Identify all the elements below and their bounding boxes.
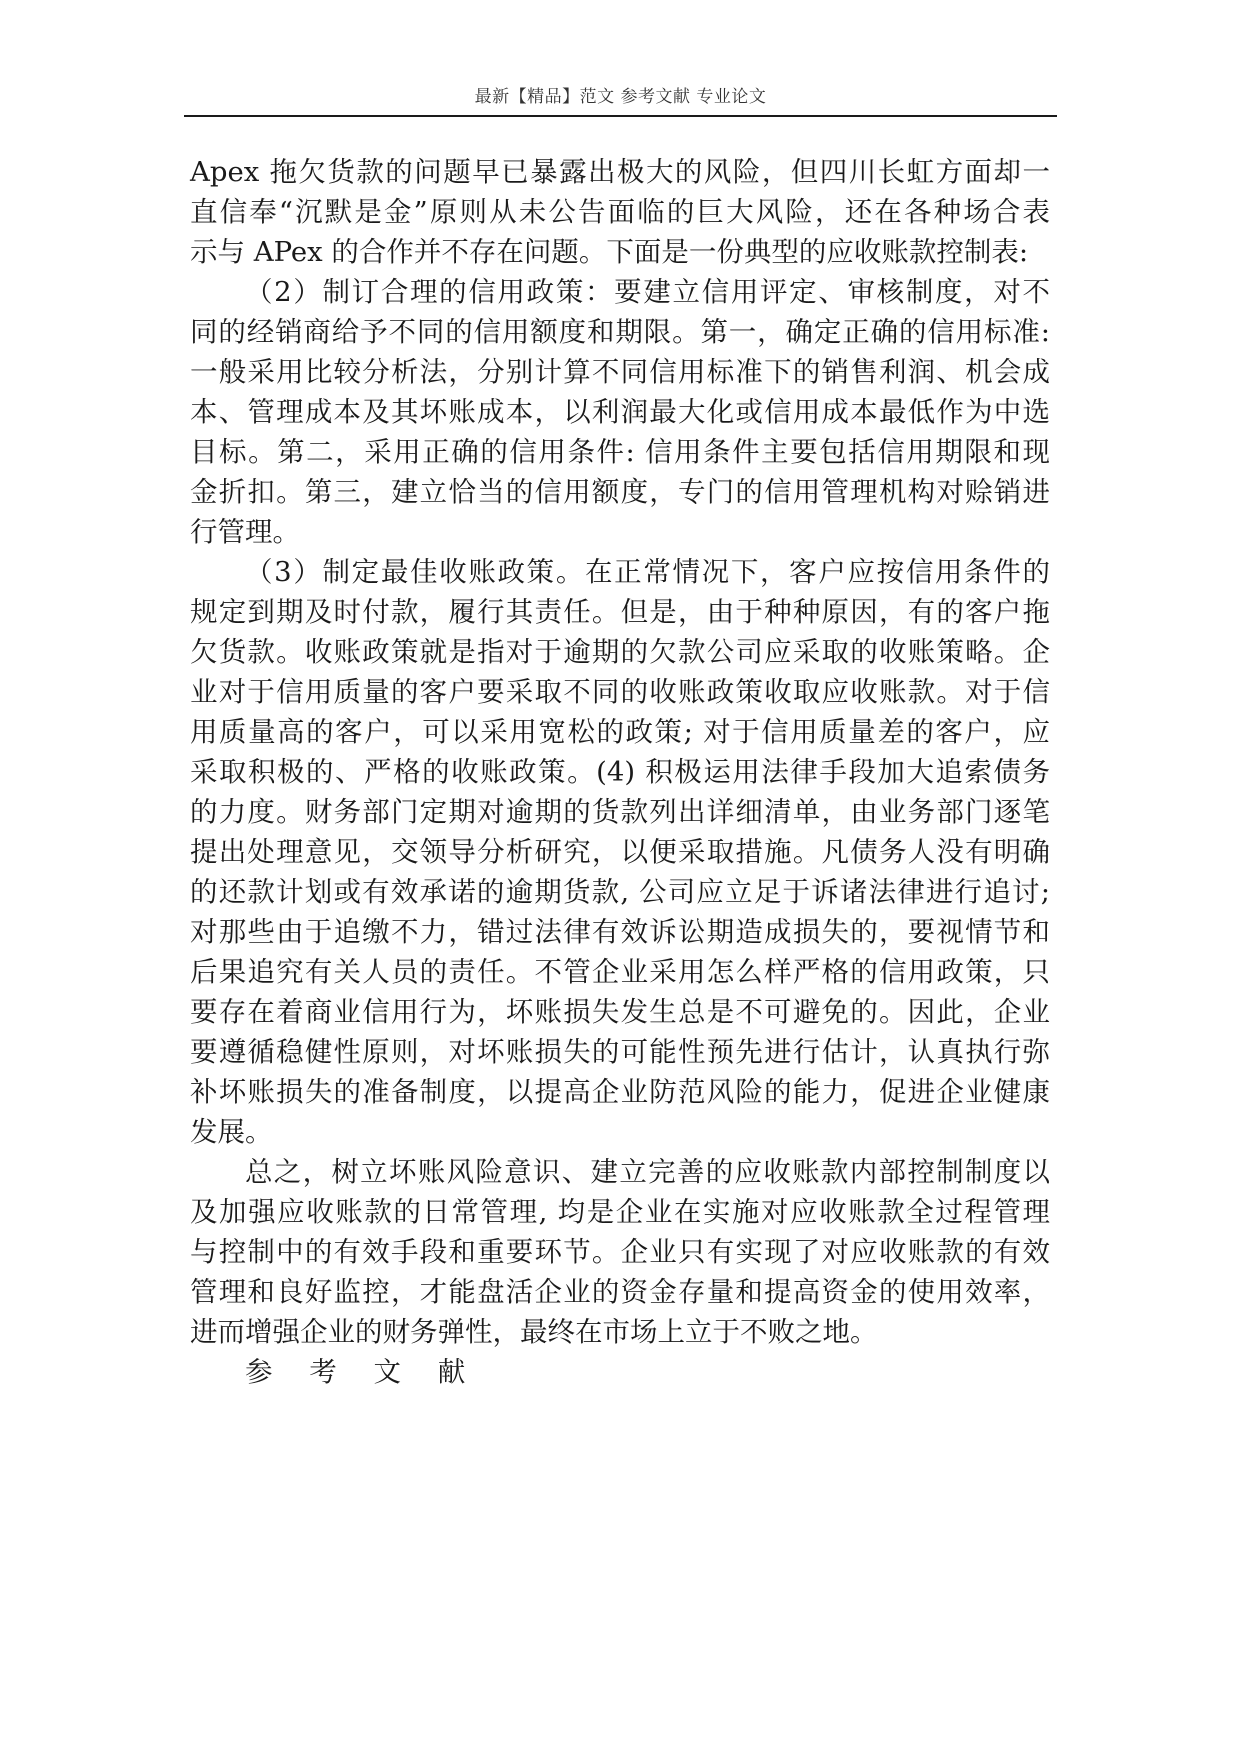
paragraph-credit-policy xyxy=(190,272,1050,552)
text-line: 规定到期及时付款，履行其责任。但是，由于种种原因，有的客户拖 xyxy=(190,596,1050,628)
references-heading: 参 考 文 献 xyxy=(245,1356,480,1388)
text-line: 及加强应收账款的日常管理, 均是企业在实施对应收账款全过程管理 xyxy=(190,1196,1050,1228)
text-line: 管理和良好监控，才能盘活企业的资金存量和提高资金的使用效率， xyxy=(190,1276,1050,1308)
text-line: 同的经销商给予不同的信用额度和期限。第一，确定正确的信用标准: xyxy=(190,316,1050,348)
text-line: 用质量高的客户，可以采用宽松的政策; 对于信用质量差的客户，应 xyxy=(190,716,1050,748)
running-header: 最新【精品】范文 参考文献 专业论文 xyxy=(474,87,767,107)
text-line: 采取积极的、严格的收账政策。(4) 积极运用法律手段加大追索债务 xyxy=(190,756,1050,788)
text-line: 总之，树立坏账风险意识、建立完善的应收账款内部控制制度以 xyxy=(245,1156,1050,1188)
text-line: 补坏账损失的准备制度，以提高企业防范风险的能力，促进企业健康 xyxy=(190,1076,1050,1108)
text-line: 直信奉“沉默是金”原则从未公告面临的巨大风险，还在各种场合表 xyxy=(190,196,1050,228)
paragraph-collection-policy xyxy=(190,552,1050,1152)
text-line: 要遵循稳健性原则，对坏账损失的可能性预先进行估计，认真执行弥 xyxy=(190,1036,1050,1068)
text-line: 本、管理成本及其坏账成本，以利润最大化或信用成本最低作为中选 xyxy=(190,396,1050,428)
text-line: 目标。第二，采用正确的信用条件: 信用条件主要包括信用期限和现 xyxy=(190,436,1050,468)
text-line: 的力度。财务部门定期对逾期的货款列出详细清单，由业务部门逐笔 xyxy=(190,796,1050,828)
text-line: 金折扣。第三，建立恰当的信用额度，专门的信用管理机构对赊销进 xyxy=(190,476,1050,508)
header-divider xyxy=(184,115,1057,117)
text-line: 提出处理意见，交领导分析研究，以便采取措施。凡债务人没有明确 xyxy=(190,836,1050,868)
text-line: 一般采用比较分析法，分别计算不同信用标准下的销售利润、机会成 xyxy=(190,356,1050,388)
text-line: 对那些由于追缴不力，错过法律有效诉讼期造成损失的，要视情节和 xyxy=(190,916,1050,948)
text-line: 的还款计划或有效承诺的逾期货款, 公司应立足于诉诸法律进行追讨; xyxy=(190,876,1050,908)
text-line: 要存在着商业信用行为，坏账损失发生总是不可避免的。因此，企业 xyxy=(190,996,1050,1028)
text-line: Apex 拖欠货款的问题早已暴露出极大的风险，但四川长虹方面却一 xyxy=(190,156,1050,188)
text-line: 业对于信用质量的客户要采取不同的收账政策收取应收账款。对于信 xyxy=(190,676,1050,708)
body-text xyxy=(190,152,1050,1392)
text-line: 与控制中的有效手段和重要环节。企业只有实现了对应收账款的有效 xyxy=(190,1236,1050,1268)
text-line: 示与 APex 的合作并不存在问题。下面是一份典型的应收账款控制表: xyxy=(190,236,1029,268)
text-line: （2）制订合理的信用政策：要建立信用评定、审核制度，对不 xyxy=(245,276,1050,308)
text-line: 欠货款。收账政策就是指对于逾期的欠款公司应采取的收账策略。企 xyxy=(190,636,1050,668)
text-line: （3）制定最佳收账政策。在正常情况下，客户应按信用条件的 xyxy=(245,556,1050,588)
paragraph-apex-risk xyxy=(190,152,1050,272)
text-line: 发展。 xyxy=(190,1116,273,1148)
text-line: 后果追究有关人员的责任。不管企业采用怎么样严格的信用政策，只 xyxy=(190,956,1050,988)
text-line: 进而增强企业的财务弹性，最终在市场上立于不败之地。 xyxy=(190,1316,878,1348)
paragraph-conclusion xyxy=(190,1152,1050,1352)
text-line: 行管理。 xyxy=(190,516,300,548)
